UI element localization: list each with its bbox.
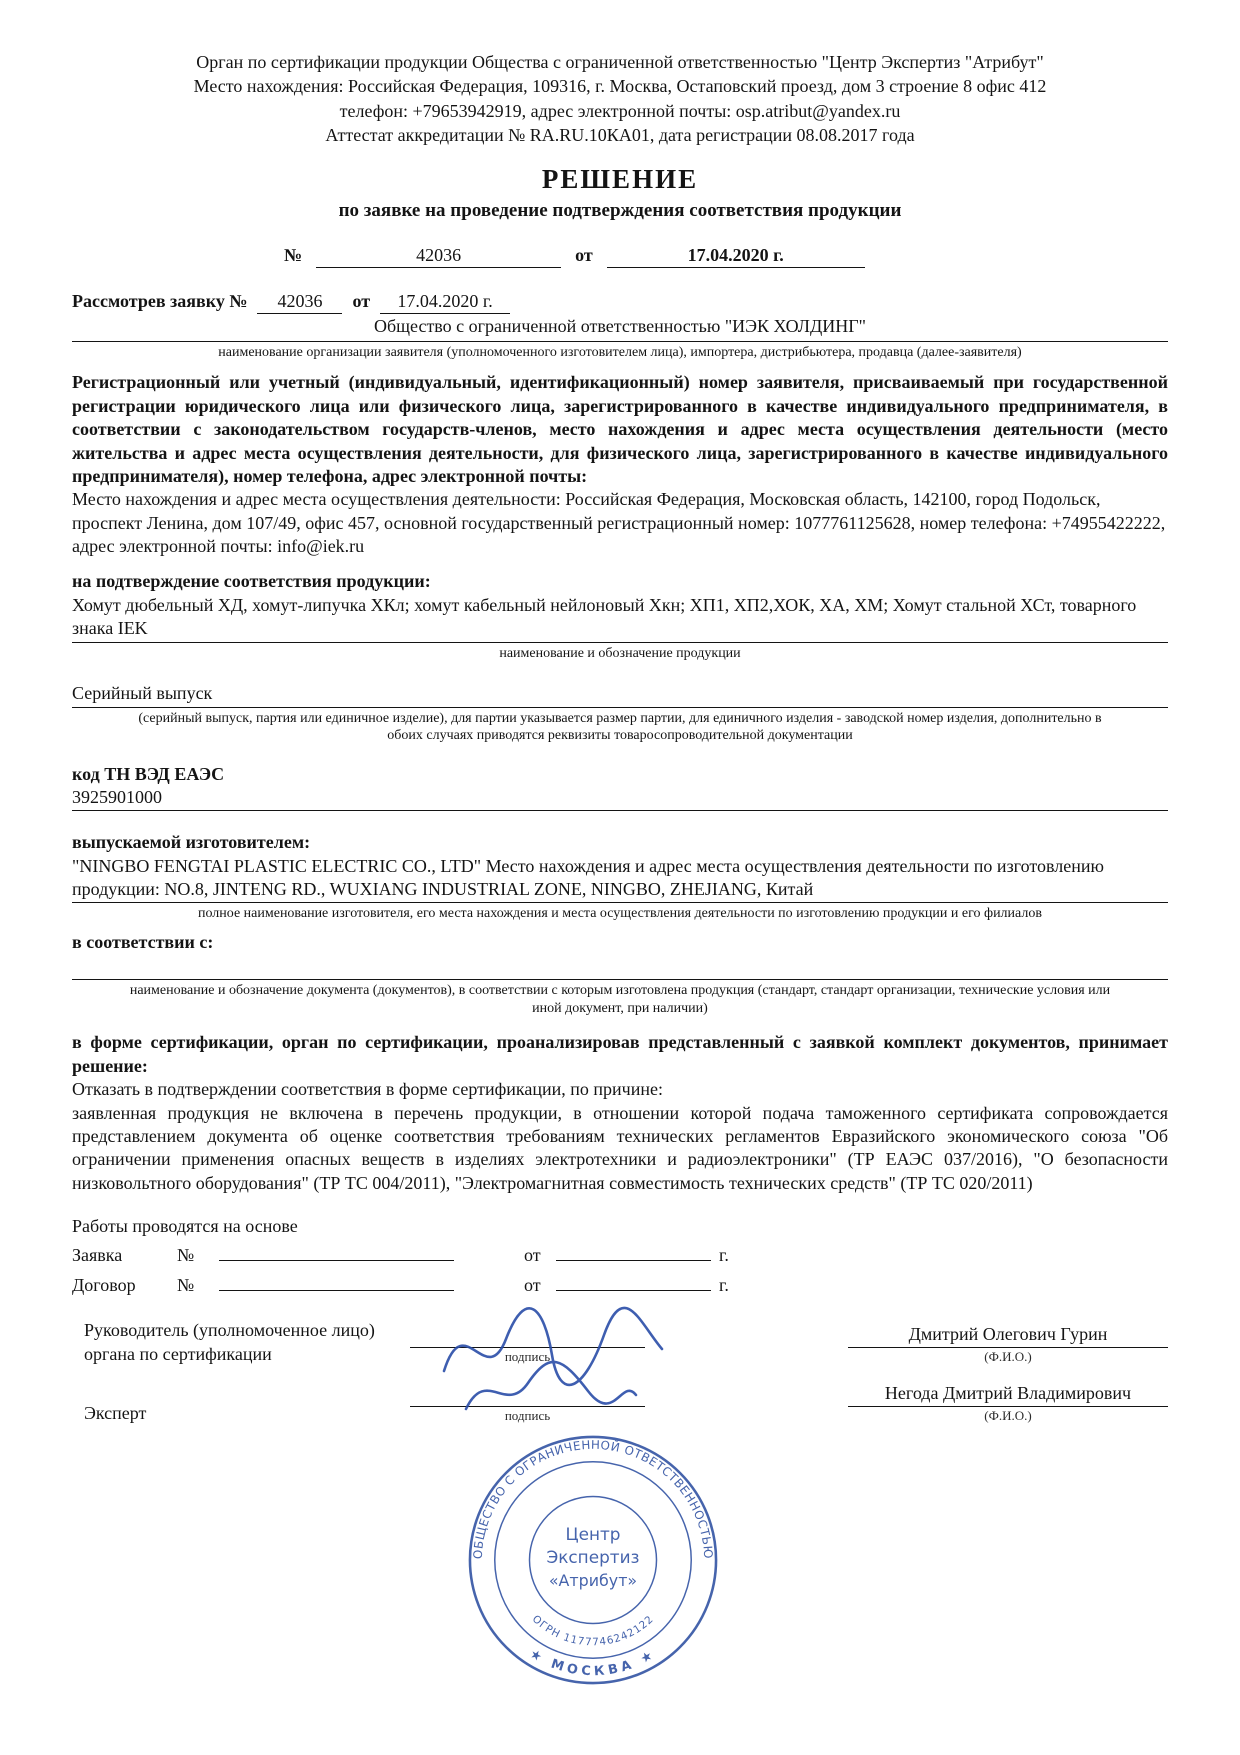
head-fio-caption: (Ф.И.О.): [984, 1349, 1032, 1365]
from-label: от: [575, 244, 593, 265]
basis-number-sign: №: [177, 1245, 195, 1266]
manufacturer-caption: полное наименование изготовителя, его места нахождения и места осуществления деятельности по изготовлению продукции и его филиалов: [198, 906, 1042, 922]
accordance-empty-field: [72, 954, 1168, 980]
head-name-column: [848, 1323, 1168, 1366]
product-caption: наименование и обозначение продукции: [499, 645, 741, 661]
stamp-ring-top-text: ОБЩЕСТВО С ОГРАНИЧЕННОЙ ОТВЕТСТВЕННОСТЬЮ: [470, 1438, 716, 1560]
registration-heading: Регистрационный или учетный (индивидуальный, идентификационный) номер заявителя, присваиваемый при государственной регистрации юридического лица или физического лица, зарегистрированного в качестве индивидуального предпринимателя, в соответствии с законодательством государств-членов, место нахождения и адрес места осуществления деятельности (место жительства и адрес места осуществления деятельности, для физического лица, зарегистрированного в качестве индивидуального предпринимателя), номер телефона, адрес электронной почты:: [72, 372, 1168, 486]
tnved-heading: код ТН ВЭД ЕАЭС: [72, 763, 225, 784]
expert-fio-caption: (Ф.И.О.): [984, 1408, 1032, 1424]
stamp-ogrn-text: ОГРН 1177746242122: [529, 1613, 657, 1649]
product-value: Хомут дюбельный ХД, хомут-липучка ХКл; хомут кабельный нейлоновый Хкн; ХП1, ХП2,ХОК, ХА, ХМ; Хомут стальной ХСт, товарного знака IEK: [72, 594, 1168, 643]
expert-signature-caption: подпись: [504, 1408, 551, 1424]
manufacturer-heading: выпускаемой изготовителем:: [72, 832, 311, 853]
handwritten-signature-icon: [432, 1293, 702, 1443]
manufacturer-value: "NINGBO FENGTAI PLASTIC ELECTRIC CO., LTD" Место нахождения и адрес места осуществления деятельности по изготовлению продукции: NO.8, JINTENG RD., WUXIANG INDUSTRIAL ZONE, NINGBO, ZHEJIANG, Китай: [72, 855, 1168, 904]
stamp-center-line2: Экспертиз: [546, 1547, 640, 1568]
decision-refusal-line: Отказать в подтверждении соответствия в форме сертификации, по причине:: [72, 1079, 663, 1100]
applicant-name: Общество с ограниченной ответственностью "ИЭК ХОЛДИНГ": [72, 315, 1168, 341]
number-sign-label: №: [284, 244, 303, 265]
basis-application-date-field: [556, 1241, 711, 1261]
application-number-value: 42036: [257, 290, 342, 314]
expert-full-name: Негода Дмитрий Владимирович: [848, 1382, 1168, 1407]
header-address-line: Место нахождения: Российская Федерация, 109316, г. Москва, Остаповский проезд, дом 3 строение 8 офис 412: [193, 76, 1047, 97]
basis-from-label: от: [524, 1274, 541, 1295]
registration-value: Место нахождения и адрес места осуществления деятельности: Российская Федерация, Московская область, 142100, город Подольск, проспект Ленина, дом 107/49, офис 457, основной государственный регистрационный номер: 1077761125628, номер телефона: +74955422222, адрес электронной почты: info@iek.ru: [72, 489, 1166, 557]
stamp-center-line1: Центр: [565, 1524, 621, 1545]
head-signature-caption: подпись: [504, 1349, 551, 1365]
stamp-ring-bottom-text: ★ МОСКВА ★: [526, 1646, 660, 1680]
head-label-line2: органа по сертификации: [84, 1343, 272, 1364]
accordance-caption: наименование и обозначение документа (документов), в соответствии с которым изготовлена продукция (стандарт, стандарт организации, технические условия или иной документ, при наличии): [129, 983, 1111, 1016]
header-contacts-line: телефон: +79653942919, адрес электронной почты: osp.atribut@yandex.ru: [339, 100, 901, 121]
stamp-center-line3: «Атрибут»: [548, 1571, 638, 1591]
basis-heading: Работы проводятся на основе: [72, 1216, 298, 1237]
applicant-caption: наименование организации заявителя (уполномоченного изготовителем лица), импортера, дистрибьютера, продавца (далее-заявителя): [218, 344, 1022, 360]
signature-stroke-2: [466, 1362, 636, 1409]
basis-application-row: [72, 1241, 1168, 1267]
certification-body-header: [72, 50, 1168, 148]
decision-date-value: 17.04.2020 г.: [607, 244, 865, 268]
document-title: РЕШЕНИЕ: [541, 163, 699, 194]
basis-application-number-field: [219, 1241, 454, 1261]
application-review-row: [72, 290, 1168, 314]
signature-stroke-1: [444, 1308, 662, 1385]
review-from-label: от: [352, 291, 371, 312]
signatures-section: [72, 1319, 1168, 1680]
tnved-code-value: 3925901000: [72, 786, 1168, 811]
basis-year-label: г.: [719, 1245, 729, 1266]
accordance-heading: в соответствии с:: [72, 931, 214, 952]
serial-caption: (серийный выпуск, партия или единичное изделие), для партии указывается размер партии, для единичного изделия - заводской номер изделия, дополнительно в обоих случаях приводятся реквизиты товаросопроводительной документации: [138, 710, 1102, 744]
document-subtitle: по заявке на проведение подтверждения соответствия продукции: [338, 199, 902, 221]
header-org-line: Орган по сертификации продукции Общества с ограниченной ответственностью "Центр Экспертиз "Атрибут": [196, 52, 1044, 72]
decision-reason-text: заявленная продукция не включена в перечень продукции, в отношении которой подача таможенного сертификата сопровождается представлением документа об оценке соответствия требованиям технических регламентов Евразийского экономического союза "Об ограничении применения опасных веществ в изделиях электротехники и радиоэлектроники" (ТР ЕАЭС 037/2016), "О безопасности низковольтного оборудования" (ТР ТС 004/2011), "Электромагнитная совместимость технических средств" (ТР ТС 020/2011): [72, 1102, 1168, 1193]
expert-name-column: [848, 1382, 1168, 1425]
basis-contract-label: Договор: [72, 1274, 136, 1295]
header-accreditation-line: Аттестат аккредитации № RA.RU.10КА01, дата регистрации 08.08.2017 года: [325, 125, 915, 146]
head-full-name: Дмитрий Олегович Гурин: [848, 1323, 1168, 1348]
serial-release-value: Серийный выпуск: [72, 682, 1168, 707]
decision-heading: в форме сертификации, орган по сертификации, проанализировав представленный с заявкой комплект документов, принимает решение:: [72, 1032, 1168, 1076]
expert-label: Эксперт: [84, 1402, 147, 1423]
decision-number-row: [284, 244, 1168, 268]
basis-contract-date-field: [556, 1271, 711, 1291]
head-label-line1: Руководитель (уполномоченное лицо): [84, 1320, 375, 1341]
decision-number-value: 42036: [316, 244, 561, 268]
head-signature-label: [72, 1319, 410, 1366]
certification-round-stamp-icon: [464, 1431, 722, 1689]
basis-year-label: г.: [719, 1274, 729, 1295]
basis-application-label: Заявка: [72, 1245, 123, 1266]
expert-signature-label: [72, 1402, 410, 1425]
basis-contract-number-field: [219, 1271, 454, 1291]
basis-number-sign: №: [177, 1274, 195, 1295]
application-date-value: 17.04.2020 г.: [380, 290, 510, 314]
review-label: Рассмотрев заявку №: [72, 291, 248, 312]
product-heading: на подтверждение соответствия продукции:: [72, 571, 431, 592]
basis-from-label: от: [524, 1245, 541, 1266]
